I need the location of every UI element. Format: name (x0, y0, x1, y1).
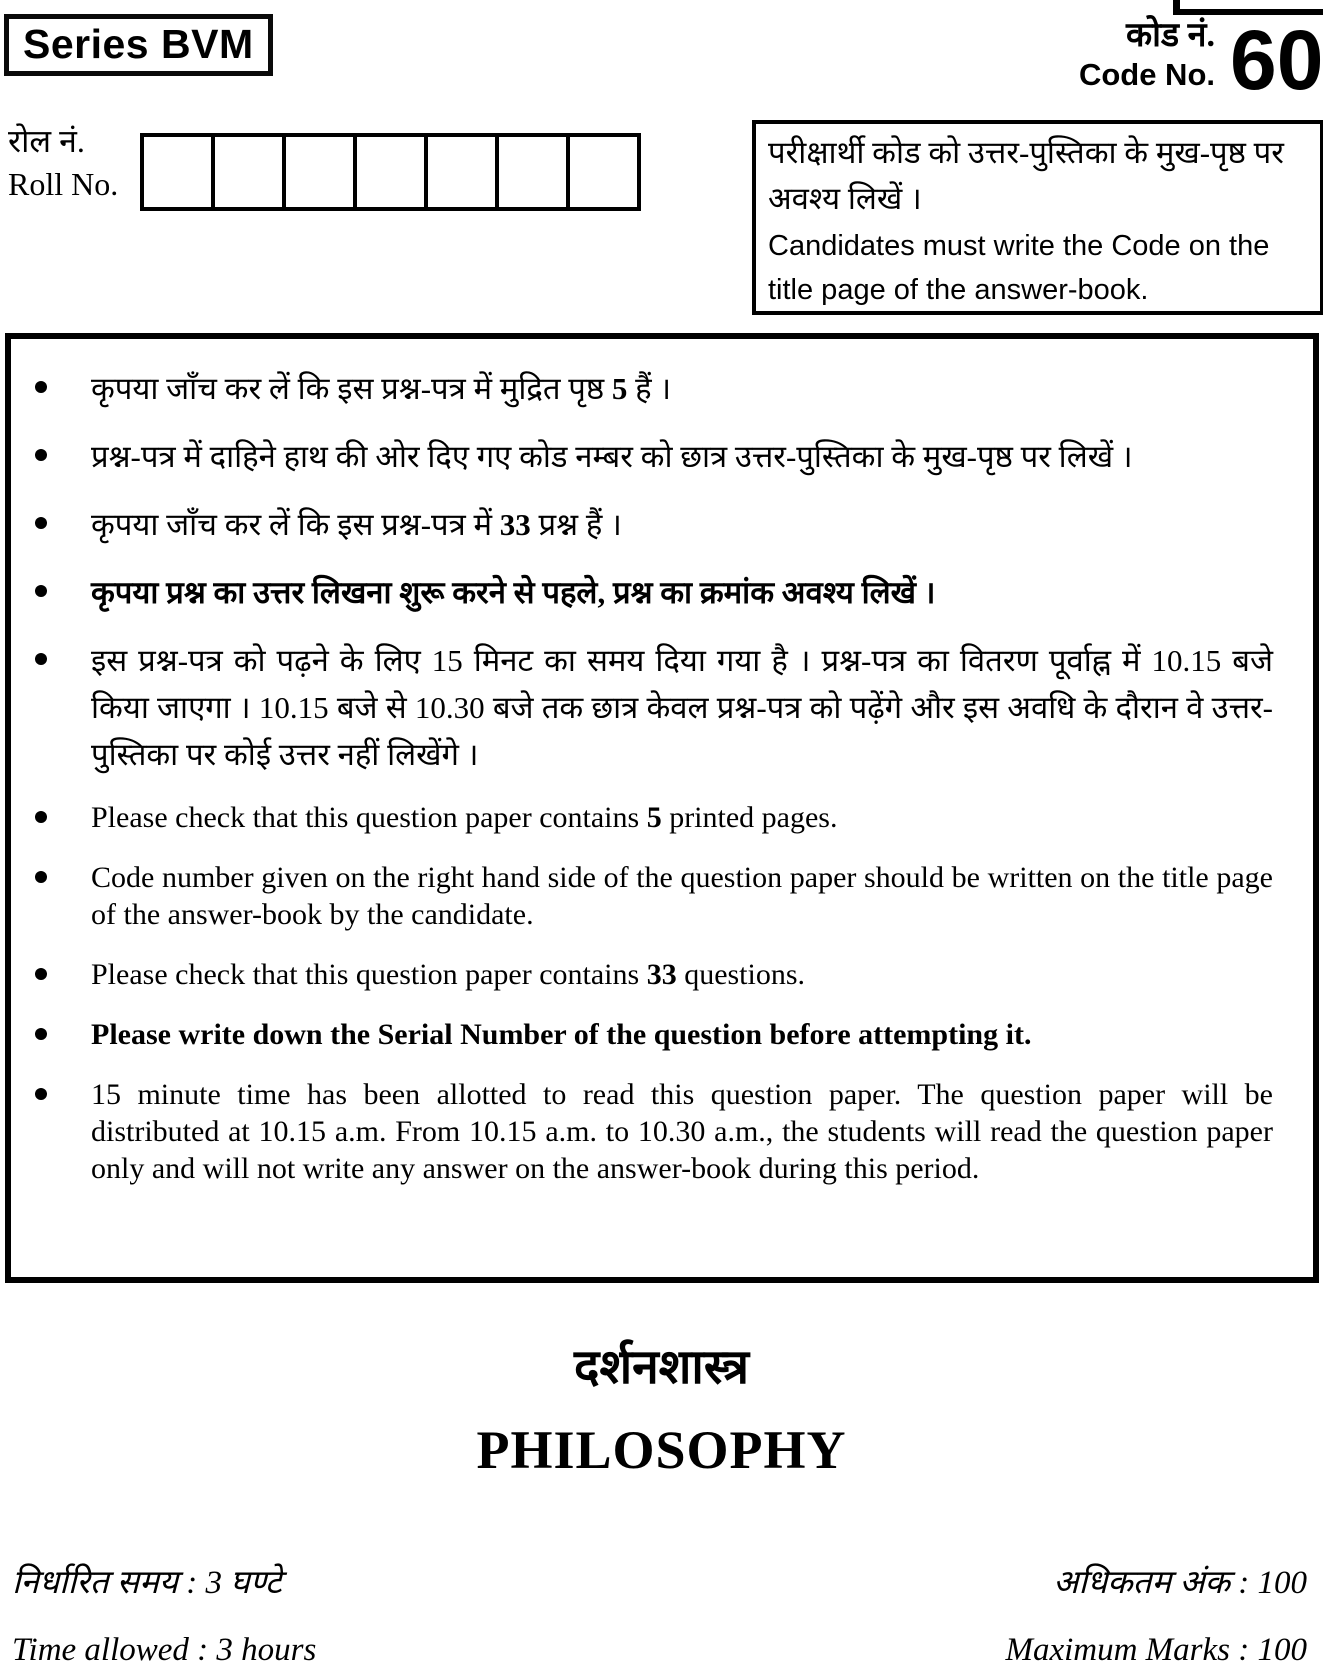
code-label-english: Code No. (1078, 57, 1215, 92)
footer-row-hindi (12, 1558, 1307, 1603)
instruction-item: Please write down the Serial Number of the question before attempting it. (11, 1016, 1273, 1053)
code-label-hindi: कोड नं. (1126, 17, 1215, 54)
series-label: Series BVM (23, 21, 254, 67)
roll-label-hindi: रोल नं. (8, 123, 85, 159)
roll-number-cell (566, 133, 641, 211)
code-label-block (990, 16, 1215, 94)
candidates-note-english: Candidates must write the Code on the title page of the answer-book. (768, 230, 1270, 306)
subject-title-english: PHILOSOPHY (476, 1420, 847, 1480)
instruction-item: Please check that this question paper contains 5 printed pages. (11, 799, 1273, 836)
roll-number-cell (495, 133, 570, 211)
instruction-item: इस प्रश्न-पत्र को पढ़ने के लिए 15 मिनट का समय दिया गया है । प्रश्न-पत्र का वितरण पूर्वाह्न में 10.15 बजे किया जाएगा । 10.15 बजे से 10.30 बजे तक छात्र केवल प्रश्न-पत्र को पढ़ेंगे और इस अवधि के दौरान वे उत्तर-पुस्तिका पर कोई उत्तर नहीं लिखेंगे । (11, 637, 1273, 778)
instruction-item: कृपया जाँच कर लें कि इस प्रश्न-पत्र में मुद्रित पृष्ठ 5 हैं । (11, 365, 1273, 412)
candidates-note-box (752, 120, 1323, 315)
time-allowed-hindi: निर्धारित समय : 3 घण्टे (12, 1565, 282, 1601)
instructions-list (11, 339, 1313, 1187)
instruction-item: 15 minute time has been allotted to read this question paper. The question paper will be distributed at 10.15 a.m. From 10.15 a.m. to 10.30 a.m., the students will read the question paper only and will not write any answer on the answer-book during this period. (11, 1076, 1273, 1187)
roll-number-label-block (8, 120, 118, 206)
roll-number-cell (424, 133, 499, 211)
roll-label-english: Roll No. (8, 166, 119, 202)
instruction-item: प्रश्न-पत्र में दाहिने हाथ की ओर दिए गए कोड नम्बर को छात्र उत्तर-पुस्तिका के मुख-पृष्ठ पर लिखें । (11, 433, 1273, 480)
subject-title-hindi: दर्शनशास्त्र (573, 1341, 749, 1394)
roll-number-cell (353, 133, 428, 211)
instruction-item: Code number given on the right hand side of the question paper should be written on the title page of the answer-book by the candidate. (11, 859, 1273, 933)
maximum-marks-hindi: अधिकतम अंक : 100 (1053, 1565, 1307, 1601)
roll-number-grid (140, 133, 641, 211)
candidates-note-hindi: परीक्षार्थी कोड को उत्तर-पुस्तिका के मुख-पृष्ठ पर अवश्य लिखें । (768, 135, 1284, 216)
roll-number-cell (282, 133, 357, 211)
roll-number-cell (211, 133, 286, 211)
series-label-box (4, 14, 273, 76)
instruction-item: Please check that this question paper contains 33 questions. (11, 956, 1273, 993)
instruction-item: कृपया प्रश्न का उत्तर लिखना शुरू करने से पहले, प्रश्न का क्रमांक अवश्य लिखें । (11, 569, 1273, 616)
footer-row-english (12, 1632, 1307, 1669)
instruction-item: कृपया जाँच कर लें कि इस प्रश्न-पत्र में 33 प्रश्न हैं । (11, 501, 1273, 548)
time-allowed-english: Time allowed : 3 hours (12, 1632, 317, 1668)
maximum-marks-english: Maximum Marks : 100 (1005, 1632, 1307, 1668)
code-number: 60 (1230, 13, 1323, 107)
instructions-box (5, 333, 1319, 1283)
roll-number-cell (140, 133, 215, 211)
